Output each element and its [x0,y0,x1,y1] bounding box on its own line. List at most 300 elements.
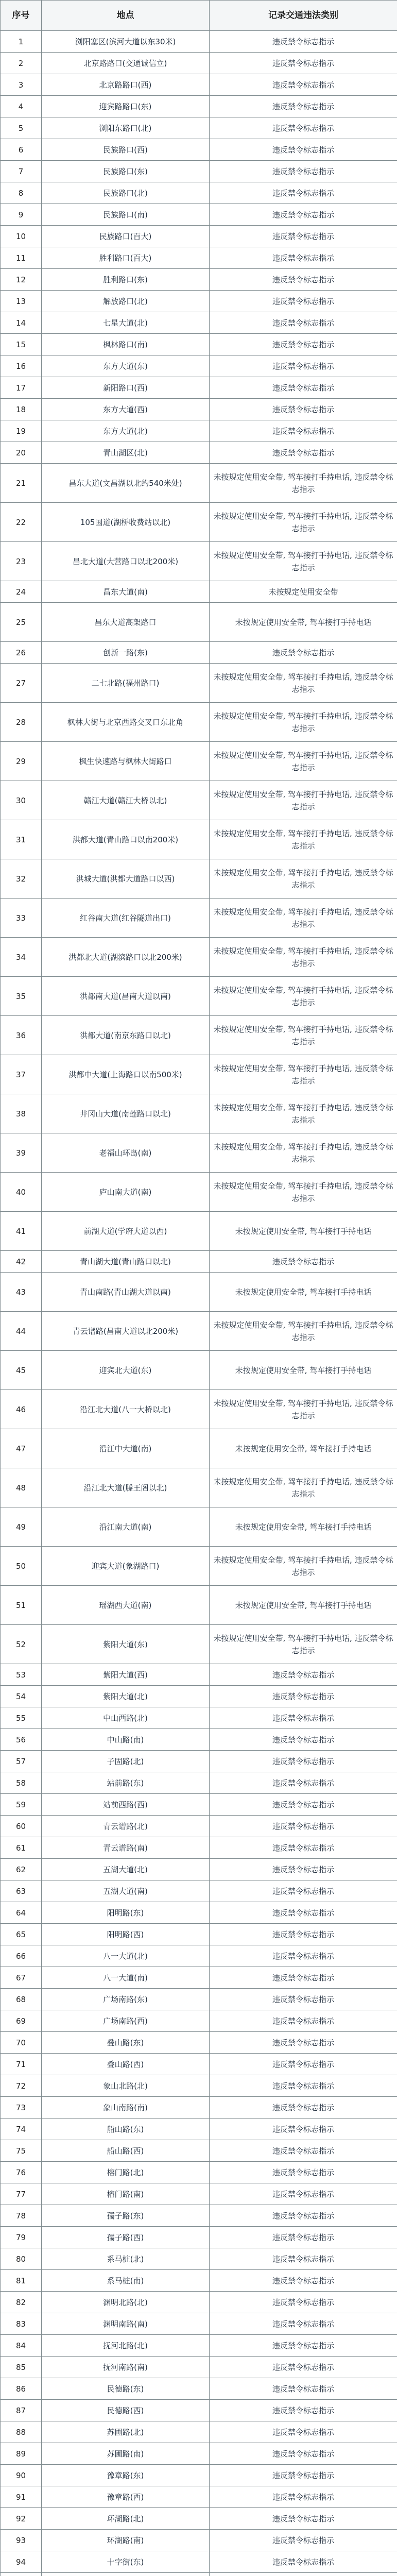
table-row [1,2292,397,2313]
table-row [1,117,397,139]
row-category: 未按规定使用安全带, 驾车接打手持电话, 违反禁令标志指示 [210,1133,397,1173]
row-number: 18 [1,399,42,420]
row-number: 40 [1,1173,42,1212]
row-number: 66 [1,1945,42,1967]
row-number: 58 [1,1772,42,1794]
row-location: 紫阳大道(西) [42,1664,210,1686]
table-row [1,2357,397,2378]
row-location: 民族路口(西) [42,139,210,161]
row-category: 违反禁令标志指示 [210,1945,397,1967]
row-category: 违反禁令标志指示 [210,2313,397,2335]
row-number: 2 [1,53,42,74]
table-row [1,642,397,664]
row-number: 84 [1,2335,42,2357]
row-location: 洪都大道(南京东路口以北) [42,1016,210,1055]
row-category: 未按规定使用安全带, 驾车接打手持电话, 违反禁令标志指示 [210,703,397,742]
table-row [1,464,397,503]
row-location: 沿江北大道(八一大桥以北) [42,1390,210,1429]
table-row [1,742,397,781]
table-row [1,1751,397,1772]
table-row [1,2227,397,2248]
row-number: 8 [1,182,42,204]
table-row [1,2551,397,2573]
row-location: 庐山南大道(南) [42,1173,210,1212]
row-location: 胜利路口(百大) [42,247,210,269]
row-number: 71 [1,2054,42,2075]
row-category: 违反禁令标志指示 [210,2530,397,2551]
table-row [1,2010,397,2032]
row-location: 环湖路(南) [42,2530,210,2551]
table-row [1,1859,397,1880]
row-location: 民德路(西) [42,2400,210,2421]
row-number: 51 [1,1586,42,1625]
row-number: 82 [1,2292,42,2313]
row-number: 17 [1,377,42,399]
row-category: 违反禁令标志指示 [210,1989,397,2010]
row-category: 违反禁令标志指示 [210,1772,397,1794]
row-number: 47 [1,1429,42,1468]
table-row [1,1772,397,1794]
row-category: 违反禁令标志指示 [210,2054,397,2075]
table-row [1,1468,397,1507]
row-location: 民族路口(北) [42,182,210,204]
row-category: 违反禁令标志指示 [210,117,397,139]
row-category: 违反禁令标志指示 [210,2227,397,2248]
table-row [1,312,397,334]
row-location: 浏阳东路口(北) [42,117,210,139]
row-category: 未按规定使用安全带, 驾车接打手持电话, 违反禁令标志指示 [210,820,397,859]
row-category: 未按规定使用安全带, 驾车接打手持电话, 违反禁令标志指示 [210,938,397,977]
row-number: 85 [1,2357,42,2378]
row-category: 未按规定使用安全带, 驾车接打手持电话, 违反禁令标志指示 [210,899,397,938]
table-row [1,53,397,74]
table-row [1,1625,397,1664]
row-number: 12 [1,269,42,291]
table-row [1,2075,397,2097]
table-row [1,1351,397,1390]
row-number: 69 [1,2010,42,2032]
row-location: 中山路(南) [42,1729,210,1751]
row-category: 未按规定使用安全带, 驾车接打手持电话, 违反禁令标志指示 [210,1547,397,1586]
row-number: 49 [1,1507,42,1547]
row-category: 违反禁令标志指示 [210,2292,397,2313]
row-number: 73 [1,2097,42,2119]
row-location: 沿江中大道(南) [42,1429,210,1468]
row-category: 违反禁令标志指示 [210,2097,397,2119]
row-number: 41 [1,1212,42,1251]
row-number: 52 [1,1625,42,1664]
table-row [1,334,397,355]
row-location: 渊明北路(北) [42,2292,210,2313]
row-category: 未按规定使用安全带, 驾车接打手持电话, 违反禁令标志指示 [210,977,397,1016]
row-location: 紫阳大道(北) [42,1686,210,1707]
row-number: 4 [1,96,42,117]
table-row [1,859,397,899]
table-row [1,1055,397,1094]
row-number: 63 [1,1880,42,1902]
table-row [1,1251,397,1273]
row-category: 未按规定使用安全带, 驾车接打手持电话 [210,1507,397,1547]
row-location: 二七北路(福州路口) [42,664,210,703]
row-number: 10 [1,226,42,247]
row-category: 未按规定使用安全带, 驾车接打手持电话, 违反禁令标志指示 [210,1312,397,1351]
row-location: 环湖路(北) [42,2508,210,2530]
row-location: 洪都大道(青山路口以南200米) [42,820,210,859]
table-row [1,269,397,291]
table-row [1,1429,397,1468]
row-location: 孺子路(东) [42,2205,210,2227]
row-category: 未按规定使用安全带, 驾车接打手持电话 [210,1212,397,1251]
row-number: 50 [1,1547,42,1586]
row-category: 违反禁令标志指示 [210,2465,397,2486]
row-category: 违反禁令标志指示 [210,2443,397,2465]
table-row [1,938,397,977]
table-row [1,1094,397,1133]
row-location [42,2573,210,2576]
row-location: 东方大道(北) [42,420,210,442]
table-row [1,377,397,399]
row-location: 昌东大道高架路口 [42,603,210,642]
row-location: 民族路口(东) [42,161,210,182]
row-location: 广场南路(西) [42,2010,210,2032]
row-category: 违反禁令标志指示 [210,1707,397,1729]
row-category: 违反禁令标志指示 [210,399,397,420]
row-location: 七星大道(北) [42,312,210,334]
header-no: 序号 [1,1,42,31]
row-number: 89 [1,2443,42,2465]
table-row [1,420,397,442]
row-category: 未按规定使用安全带 [210,581,397,603]
table-row [1,1729,397,1751]
row-category: 违反禁令标志指示 [210,2551,397,2573]
table-row [1,2270,397,2292]
row-number: 65 [1,1924,42,1945]
row-number: 45 [1,1351,42,1390]
table-row [1,2054,397,2075]
table-row [1,2205,397,2227]
row-number: 33 [1,899,42,938]
header-location: 地点 [42,1,210,31]
row-location: 青云谱路(北) [42,1816,210,1837]
row-number: 83 [1,2313,42,2335]
row-category: 违反禁令标志指示 [210,377,397,399]
row-category: 违反禁令标志指示 [210,139,397,161]
table-row [1,2140,397,2162]
row-number: 62 [1,1859,42,1880]
row-category: 未按规定使用安全带, 驾车接打手持电话, 违反禁令标志指示 [210,859,397,899]
row-number: 1 [1,31,42,53]
row-category: 违反禁令标志指示 [210,2486,397,2508]
row-location: 昌北大道(大营路口以北200米) [42,542,210,581]
row-category: 未按规定使用安全带, 驾车接打手持电话, 违反禁令标志指示 [210,1173,397,1212]
table-row [1,2486,397,2508]
row-location: 解放路口(北) [42,291,210,312]
row-category: 违反禁令标志指示 [210,1859,397,1880]
row-number: 90 [1,2465,42,2486]
row-number: 3 [1,74,42,96]
row-number: 5 [1,117,42,139]
row-location: 榕门路(北) [42,2162,210,2183]
table-row [1,2313,397,2335]
row-category: 违反禁令标志指示 [210,2421,397,2443]
row-category: 违反禁令标志指示 [210,96,397,117]
row-category: 违反禁令标志指示 [210,2075,397,2097]
row-number: 39 [1,1133,42,1173]
row-location: 赣江大道(赣江大桥以北) [42,781,210,820]
row-location: 青云谱路(昌南大道以北200米) [42,1312,210,1351]
row-number: 92 [1,2508,42,2530]
row-category: 未按规定使用安全带, 驾车接打手持电话, 违反禁令标志指示 [210,781,397,820]
row-number: 77 [1,2183,42,2205]
row-location: 东方大道(西) [42,399,210,420]
row-location: 中山西路(北) [42,1707,210,1729]
table-row [1,899,397,938]
table-row [1,820,397,859]
row-location: 船山路(东) [42,2119,210,2140]
table-row [1,1390,397,1429]
row-number: 21 [1,464,42,503]
row-category: 违反禁令标志指示 [210,2400,397,2421]
row-number: 79 [1,2227,42,2248]
table-row [1,204,397,226]
row-category: 未按规定使用安全带, 驾车接打手持电话, 违反禁令标志指示 [210,1055,397,1094]
table-row [1,1664,397,1686]
row-number: 20 [1,442,42,464]
table-row [1,247,397,269]
row-number: 53 [1,1664,42,1686]
table-row [1,226,397,247]
table-row [1,542,397,581]
row-number: 13 [1,291,42,312]
row-location: 瑶湖西大道(南) [42,1586,210,1625]
row-number: 86 [1,2378,42,2400]
row-location: 枫生快速路与枫林大街路口 [42,742,210,781]
row-number: 61 [1,1837,42,1859]
row-number: 56 [1,1729,42,1751]
row-number: 14 [1,312,42,334]
row-category: 违反禁令标志指示 [210,2205,397,2227]
table-row [1,1586,397,1625]
row-number: 57 [1,1751,42,1772]
row-category: 未按规定使用安全带, 驾车接打手持电话, 违反禁令标志指示 [210,1094,397,1133]
row-number: 68 [1,1989,42,2010]
table-row [1,1794,397,1816]
table-row [1,161,397,182]
row-location: 五湖大道(南) [42,1880,210,1902]
row-number: 87 [1,2400,42,2421]
row-category: 违反禁令标志指示 [210,1251,397,1273]
table-row [1,1707,397,1729]
table-header [1,1,397,31]
table-row [1,2248,397,2270]
row-number: 35 [1,977,42,1016]
row-location: 十字街(东) [42,2551,210,2573]
row-number: 9 [1,204,42,226]
table-row [1,399,397,420]
row-category: 违反禁令标志指示 [210,53,397,74]
row-category: 违反禁令标志指示 [210,1837,397,1859]
row-category: 未按规定使用安全带, 驾车接打手持电话 [210,1273,397,1312]
row-category: 违反禁令标志指示 [210,334,397,355]
row-location: 红谷南大道(红谷隧道出口) [42,899,210,938]
row-category: 未按规定使用安全带, 驾车接打手持电话 [210,603,397,642]
row-number: 55 [1,1707,42,1729]
row-category: 违反禁令标志指示 [210,1880,397,1902]
row-number: 42 [1,1251,42,1273]
table-row [1,781,397,820]
table-row [1,1312,397,1351]
row-location: 苏圃路(南) [42,2443,210,2465]
row-category: 未按规定使用安全带, 驾车接打手持电话 [210,1351,397,1390]
table-row [1,1880,397,1902]
header-row [1,1,397,31]
row-category: 违反禁令标志指示 [210,182,397,204]
row-category: 违反禁令标志指示 [210,1967,397,1989]
row-category: 违反禁令标志指示 [210,312,397,334]
header-category: 记录交通违法类别 [210,1,397,31]
row-number: 43 [1,1273,42,1312]
table-row [1,139,397,161]
row-category: 未按规定使用安全带, 驾车接打手持电话, 违反禁令标志指示 [210,1625,397,1664]
row-location: 渊明南路(南) [42,2313,210,2335]
row-category: 违反禁令标志指示 [210,1751,397,1772]
row-number: 27 [1,664,42,703]
row-location: 沿江南大道(南) [42,1507,210,1547]
row-number: 44 [1,1312,42,1351]
row-category: 违反禁令标志指示 [210,2140,397,2162]
row-number: 37 [1,1055,42,1094]
row-number: 26 [1,642,42,664]
row-number: 81 [1,2270,42,2292]
table-row [1,2465,397,2486]
row-location: 北京路路口(西) [42,74,210,96]
table-row [1,1924,397,1945]
row-category: 违反禁令标志指示 [210,1729,397,1751]
row-category: 违反禁令标志指示 [210,247,397,269]
row-category: 未按规定使用安全带, 驾车接打手持电话 [210,1429,397,1468]
table-row [1,1902,397,1924]
row-location: 象山南路(南) [42,2097,210,2119]
row-number: 19 [1,420,42,442]
row-category: 违反禁令标志指示 [210,1816,397,1837]
row-location: 抚河北路(北) [42,2335,210,2357]
row-location: 青山南路(青山湖大道以南) [42,1273,210,1312]
table-row [1,1212,397,1251]
table-row [1,1547,397,1586]
row-location: 豫章路(西) [42,2486,210,2508]
row-location: 象山北路(北) [42,2075,210,2097]
row-location: 老福山环岛(南) [42,1133,210,1173]
row-location: 洪城大道(洪都大道路口以西) [42,859,210,899]
row-location: 民族路口(百大) [42,226,210,247]
table-row [1,2443,397,2465]
row-location: 苏圃路(北) [42,2421,210,2443]
row-category: 违反禁令标志指示 [210,161,397,182]
row-number: 23 [1,542,42,581]
row-number: 60 [1,1816,42,1837]
row-number: 25 [1,603,42,642]
row-number: 64 [1,1902,42,1924]
row-category: 未按规定使用安全带, 驾车接打手持电话, 违反禁令标志指示 [210,464,397,503]
row-category: 未按规定使用安全带, 驾车接打手持电话, 违反禁令标志指示 [210,1468,397,1507]
row-number: 15 [1,334,42,355]
row-number: 38 [1,1094,42,1133]
table-row [1,1837,397,1859]
row-category: 未按规定使用安全带, 驾车接打手持电话 [210,1586,397,1625]
row-location: 叠山路(东) [42,2032,210,2054]
table-row [1,1273,397,1312]
row-category: 未按规定使用安全带, 驾车接打手持电话, 违反禁令标志指示 [210,742,397,781]
row-category: 违反禁令标志指示 [210,1794,397,1816]
row-category [210,2573,397,2576]
row-number: 75 [1,2140,42,2162]
row-location: 站前西路(西) [42,1794,210,1816]
row-location: 青山湖大道(青山路口以北) [42,1251,210,1273]
row-category: 未按规定使用安全带, 驾车接打手持电话, 违反禁令标志指示 [210,1016,397,1055]
table-row [1,31,397,53]
row-number: 16 [1,355,42,377]
row-location: 广场南路(东) [42,1989,210,2010]
row-category: 违反禁令标志指示 [210,1924,397,1945]
row-location: 八一大道(南) [42,1967,210,1989]
row-number: 76 [1,2162,42,2183]
row-location: 北京路路口(交通诚信立) [42,53,210,74]
table-row [1,503,397,542]
row-location: 浏阳塞区(滨河大道以东30米) [42,31,210,53]
table-row [1,2032,397,2054]
table-row [1,2378,397,2400]
row-category: 违反禁令标志指示 [210,31,397,53]
row-category: 违反禁令标志指示 [210,2357,397,2378]
row-category: 违反禁令标志指示 [210,2183,397,2205]
table-row [1,2335,397,2357]
row-number: 80 [1,2248,42,2270]
row-location: 系马桩(南) [42,2270,210,2292]
row-category: 未按规定使用安全带, 驾车接打手持电话, 违反禁令标志指示 [210,1390,397,1429]
row-category: 违反禁令标志指示 [210,642,397,664]
row-number: 22 [1,503,42,542]
row-category: 违反禁令标志指示 [210,1664,397,1686]
row-location: 洪都中大道(上海路口以南500米) [42,1055,210,1094]
table-row [1,2573,397,2576]
table-row [1,1016,397,1055]
row-location: 叠山路(西) [42,2054,210,2075]
table-row [1,603,397,642]
row-number: 24 [1,581,42,603]
table-row [1,1507,397,1547]
row-location: 抚河南路(南) [42,2357,210,2378]
row-location: 子固路(北) [42,1751,210,1772]
row-location: 井冈山大道(南莲路口以北) [42,1094,210,1133]
row-location: 五湖大道(北) [42,1859,210,1880]
row-number: 70 [1,2032,42,2054]
row-category: 违反禁令标志指示 [210,2378,397,2400]
table-row [1,703,397,742]
table-row [1,2421,397,2443]
row-number: 93 [1,2530,42,2551]
row-number: 72 [1,2075,42,2097]
row-category: 违反禁令标志指示 [210,2010,397,2032]
row-location: 创新一路(东) [42,642,210,664]
row-category: 违反禁令标志指示 [210,1902,397,1924]
table-row [1,2530,397,2551]
row-number: 7 [1,161,42,182]
row-number: 34 [1,938,42,977]
row-number: 46 [1,1390,42,1429]
row-number: 94 [1,2551,42,2573]
row-number: 67 [1,1967,42,1989]
row-number: 28 [1,703,42,742]
